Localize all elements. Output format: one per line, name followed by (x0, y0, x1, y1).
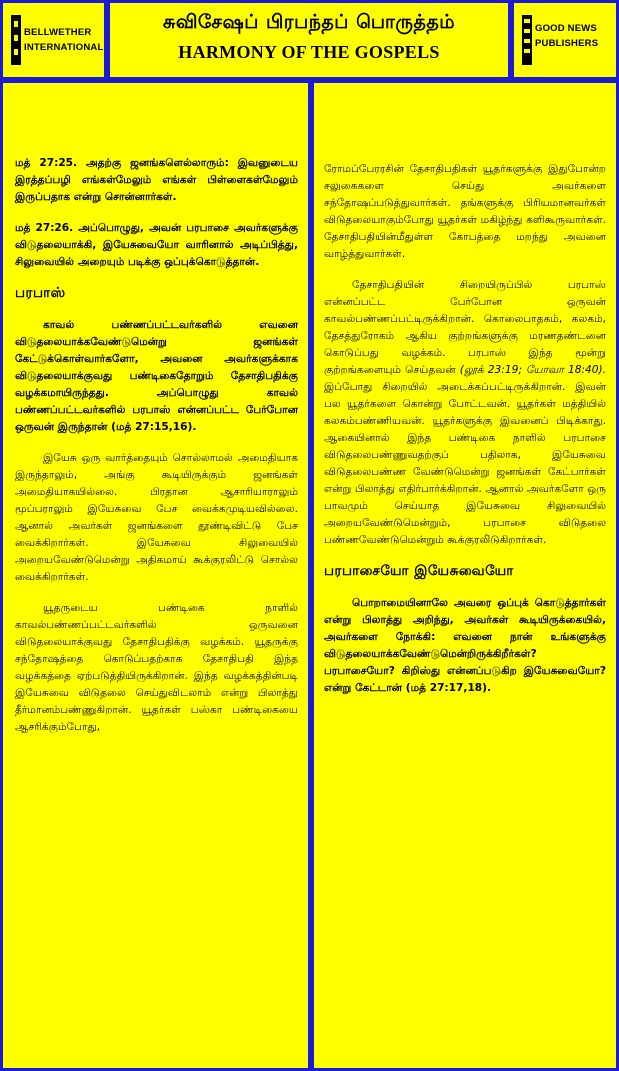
right-column (314, 83, 616, 1068)
header-title-box (110, 3, 508, 77)
logo-right-text: GOOD NEWS PUBLISHERS (535, 23, 599, 49)
scripture-reference: (லூக் 23:19; யோவா 18:40). (459, 364, 607, 376)
verse-mat-27-15-16: காவல் பண்ணப்பட்டவர்களில் எவனை விடுதலையாக்கவேண்டுமென்று ஜனங்கள் கேட்டுக்கொள்வார்களோ, அவனை அவர்களுக்காக விடுதலையாக்குவது பண்டிகைதோறும் தேசாதிபதிக்கு வழக்கமாயிருந்தது. அப்பொழுது காவல் பண்ணப்பட்டவர்களில் பரபாஸ் என்னப்பட்ட பேர்போன ஒருவன் இருந்தான் (மத் 27:15,16). (15, 319, 298, 433)
bellwether-logo (3, 3, 104, 77)
verse-mat-27-25: மத் 27:25. அதற்கு ஜனங்களெல்லாரும்: இவனுடைய இரத்தப்பழி எங்கள்மேலும் எங்கள் பிள்ளைகள்மேலும் இருப்பதாக என்று சொன்னார்கள். (15, 157, 298, 203)
left-column (3, 83, 308, 1068)
section-heading-barabbas: பரபாஸ் (15, 285, 66, 301)
page-title-tamil: சுவிசேஷப் பிரபந்தப் பொருத்தம் (162, 11, 456, 33)
commentary-text: தேசாதிபதியின் சிறையிருப்பில் பரபாஸ் என்னப்பட்ட பேர்போன ஒருவன் காவல்பண்ணப்பட்டிருக்கிறான். கொலைபாதகம், கலகம், தேசத்துரோகம் ஆகிய குற்றங்களுக்கு மரணதண்டனை கொடுப்பது வழக்கம். பரபாஸ் இந்த மூன்று குற்றங்களையும் செய்தவன் (324, 279, 606, 376)
commentary-paragraph-4 (324, 277, 606, 549)
bell-tower-icon (11, 15, 21, 65)
verse-mat-27-26: மத் 27:26. அப்பொழுது, அவன் பரபாசை அவர்களுக்கு விடுதலையாக்கி, இயேசுவையோ வாரினால் அடிப்பித்து, சிலுவையில் அறையும் படிக்கு ஒப்புக்கொடுத்தான். (15, 222, 298, 268)
publisher-emblem-icon (522, 15, 532, 65)
good-news-logo (514, 3, 616, 77)
commentary-paragraph-2: யூதருடைய பண்டிகை நாளில் காவல்பண்ணப்பட்டவர்களில் ஒருவனை விடுதலையாக்குவது தேசாதிபதிக்கு வழக்கம். யூதருக்கு சந்தோஷத்தை கொடுப்பதற்காக தேசாதிபதி இந்த வழக்கத்தை ஏற்படுத்தியிருக்கிறான். இந்த வழக்கத்தின்படி இயேசுவை விடுதலை செய்துவிடலாம் என்று பிலாத்து தீர்மானம்பண்ணுகிறான். யூதர்கள் பஸ்கா பண்டிகையை ஆசரிக்கும்போது, (15, 602, 298, 733)
commentary-text-continued: இப்போது சிறையில் அடைக்கப்பட்டிருக்கிறான். இவன் பல யூதர்களை கொன்று போட்டவன். யூதர்கள் மத்தியில் கலகம்பண்ணியவன். யூதர்களுக்கு இவனைப் பிடிக்காது. ஆகையினால் இந்த பண்டிகை நாளில் பரபாசை விடுதலைபண்ணுவதற்குப் பதிலாக, இயேசுவை விடுதலைபண்ண வேண்டுமென்று ஜனங்கள் கேட்பார்கள் என்று பிலாத்து எதிர்பார்க்கிறான். ஆனால் அவர்களோ ஒரு பாவமும் செய்யாத இயேசுவை சிலுவையில் அறையவேண்டுமென்றும், பரபாசை விடுதலை பண்ணவேண்டுமென்றும் கூக்குரலிடுகிறார்கள். (324, 381, 606, 546)
logo-left-text: BELLWETHER INTERNATIONAL (24, 27, 104, 53)
verse-mat-27-17-18: பொறாமையினாலே அவரை ஒப்புக் கொடுத்தார்கள் என்று பிலாத்து அறிந்து, அவர்கள் கூடியிருக்கையில், அவர்களை நோக்கி: எவனை நான் உங்களுக்கு விடுதலையாக்கவேண்டுமென்றிருக்கிறீர்கள்? பரபாசையோ? கிறிஸ்து என்னப்படுகிற இயேசுவையோ? என்று கேட்டான் (மத் 27:17,18). (324, 597, 606, 694)
commentary-paragraph-3: ரோமப்பேரரசின் தேசாதிபதிகள் யூதர்களுக்கு இதுபோன்ற சலுகைகளை செய்து அவர்களை சந்தோஷப்படுத்துவார்கள். தங்களுக்கு பிரியமானவர்கள் விடுதலையாகும்போது யூதர்கள் மகிழ்ந்து களிகூருவார்கள். தேசாதிபதியின்மீதுள்ள கோபத்தை மறந்து அவனை வாழ்த்துவார்கள். (324, 163, 606, 260)
section-heading-barabbas-or-jesus: பரபாசையோ இயேசுவையோ (324, 563, 514, 579)
commentary-paragraph-1: இயேசு ஒரு வார்த்தையும் சொல்லாமல் அமைதியாக இருந்தாலும், அங்கு கூடியிருக்கும் ஜனங்கள் அமைதியாகயில்லை. பிரதான ஆசாரியாராலும் மூப்பராலும் இயேசுவை பேச வைக்கமுடியவில்லை. ஆனால் அவர்கள் ஜனங்களை தூண்டிவிட்டு பேச வைக்கிறார்கள். இயேசுவை சிலுவையில் அறையவேண்டுமென்று அதிகமாய் கூக்குரலிட்டு சொல்ல வைக்கிறார்கள். (15, 452, 298, 583)
page-title-english: HARMONY OF THE GOSPELS (178, 42, 440, 62)
